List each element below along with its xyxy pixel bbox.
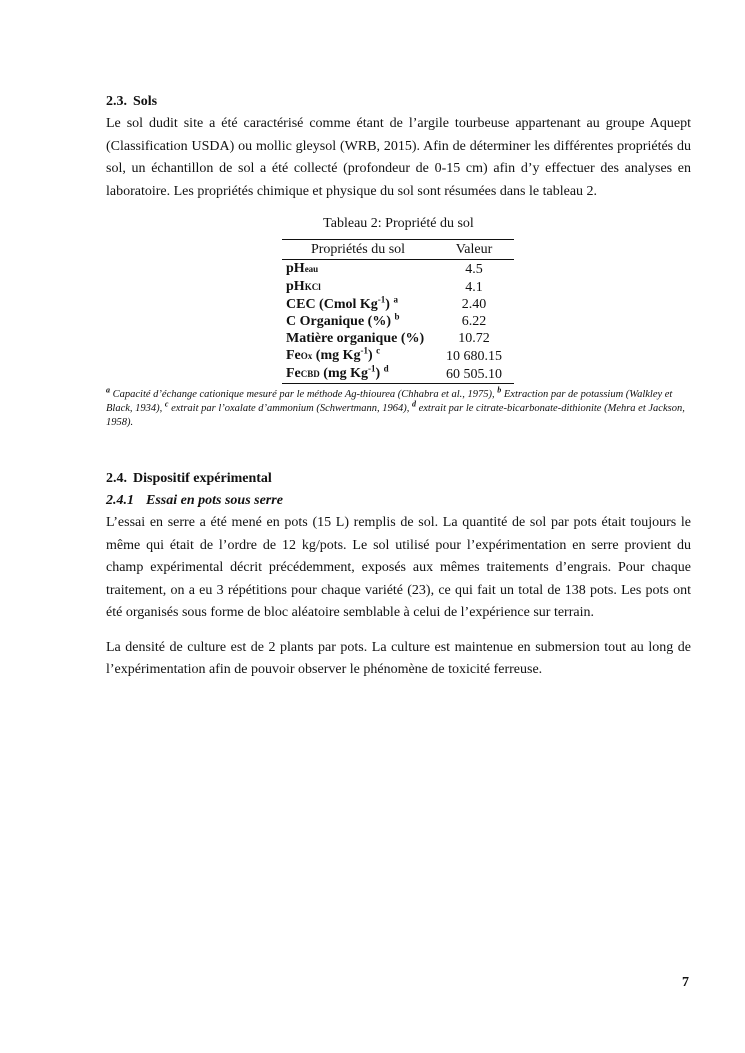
- section-title: Dispositif expérimental: [133, 471, 272, 486]
- value-cell: 10.72: [458, 331, 490, 346]
- table-footnotes: $^a$ Capacité d’échange cationique mesuré par le méthode Ag-thiourea (Chhabra et al., 1975), $^b$ Extraction par de potassium (Walkley et Black, 1934), $^c$ extrait par l’oxalate d’ammonium (Schwertmann, 1964), $^d$ extrait par le citrate-bicarbonate-dithionite (Mehra et Jackson, 1958).: [106, 385, 685, 428]
- table-row: [282, 365, 514, 384]
- section-number: 2.4.: [106, 471, 127, 486]
- property-cell: pHeau: [286, 261, 319, 276]
- value-cell: 2.40: [461, 297, 487, 312]
- subsection-title: Essai en pots sous serre: [146, 493, 283, 508]
- property-cell: FeCBD (mg $Kg^{-1}$) $^d$: [282, 365, 434, 384]
- page-number: 7: [682, 975, 689, 990]
- property-cell: CEC (Cmol $Kg^{-1}$) $^a$: [286, 294, 398, 312]
- value-cell: 4.5: [465, 261, 483, 277]
- experiment-paragraph-2: La densité de culture est de 2 plants par pots. La culture est maintenue en submersion tout au long de l’expérimentation afin de pouvoir observer le phénomène de toxicité ferreuse.: [106, 639, 691, 677]
- column-header-property: Propriétés du sol: [282, 240, 434, 260]
- property-cell: Matière organique (%): [286, 331, 425, 346]
- section-heading-2-3: [106, 91, 691, 113]
- section-heading-2-4: [106, 468, 691, 490]
- soil-properties-table: [282, 239, 514, 384]
- subsection-heading-2-4-1: [106, 490, 691, 512]
- value-cell: 10 680.15: [446, 348, 502, 364]
- property-cell: FeOx (mg $Kg^{-1}$) $^c$: [286, 345, 381, 363]
- table-row: [282, 330, 514, 347]
- table-row: [282, 313, 514, 330]
- soil-paragraph: Le sol dudit site a été caractérisé comme étant de l’argile tourbeuse appartenant au groupe Aquept (Classification USDA) ou mollic gleysol (WRB, 2015). Afin de déterminer les différentes propriétés du sol, un échantillon de sol a été collecté (profondeur de 0-15 cm) afin d’y effectuer des analyses en laboratoire. Les propriétés chimique et physique du sol sont résumées dans le tableau 2.: [106, 116, 691, 199]
- table-row: [282, 260, 514, 279]
- table-row: [282, 347, 514, 365]
- section-number: 2.3.: [106, 94, 127, 109]
- property-cell: C Organique (%) $^b$: [286, 311, 400, 329]
- table-caption: Tableau 2: Propriété du sol: [323, 216, 474, 231]
- value-cell: 60 505.10: [434, 365, 514, 384]
- property-cell: pHKCl: [286, 279, 321, 294]
- experiment-paragraph-1: L’essai en serre a été mené en pots (15 L) remplis de sol. La quantité de sol par pots était toujours le même qui était de l’ordre de 12 kg/pots. Le sol utilisé pour l’expérimentation en serre provient du champ expérimental décrit précédemment, exposés aux mêmes traitements d’engrais. Pour chaque traitement, on a eu 3 répétitions pour chaque variété (23), ce qui fait un total de 138 pots. Les pots ont été organisés sous forme de bloc aléatoire semblable à celui de l’expérience sur terrain.: [106, 515, 691, 620]
- table-row: [282, 278, 514, 296]
- table-header-row: [282, 240, 514, 260]
- value-cell: 6.22: [461, 314, 487, 329]
- value-cell: 4.1: [465, 279, 483, 295]
- subsection-number: 2.4.1: [106, 493, 134, 508]
- column-header-value: Valeur: [434, 240, 514, 260]
- section-title: Sols: [133, 94, 158, 109]
- document-page: [106, 91, 691, 682]
